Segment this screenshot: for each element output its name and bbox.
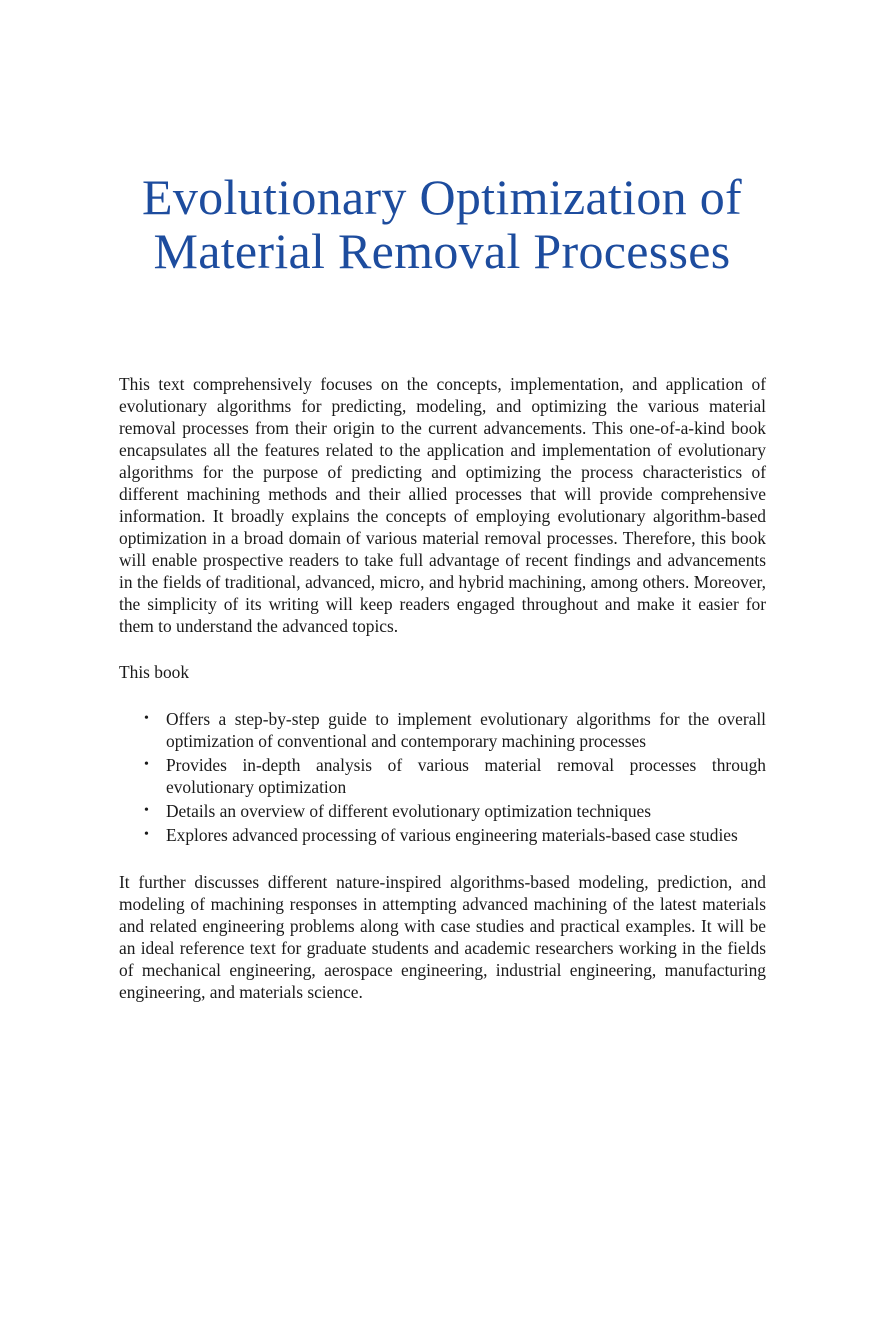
feature-list [119, 708, 766, 846]
feature-text: Provides in-depth analysis of various material removal processes through evolutionary optimization [166, 755, 766, 797]
feature-text: Offers a step-by-step guide to implement evolutionary algorithms for the overall optimization of conventional and contemporary machining processes [166, 709, 766, 751]
description-paragraph-2: It further discusses different nature-inspired algorithms-based modeling, prediction, and modeling of machining responses in attempting advanced machining of the latest materials and related engineering problems along with case studies and practical examples. It will be an ideal reference text for graduate students and academic researchers working in the fields of mechanical engineering, aerospace engineering, industrial engineering, manufacturing engineering, and materials science. [119, 872, 766, 1002]
bullet-icon: • [144, 711, 149, 726]
feature-text: Details an overview of different evolutionary optimization techniques [166, 801, 652, 821]
book-title-line-1: Evolutionary Optimization of [142, 169, 742, 225]
book-title-line-2: Material Removal Processes [153, 223, 731, 279]
book-title [0, 170, 884, 278]
feature-text: Explores advanced processing of various engineering materials-based case studies [166, 825, 738, 845]
feature-list-item [144, 708, 766, 752]
book-description [119, 373, 766, 1003]
bullet-icon: • [144, 757, 149, 772]
feature-list-item [144, 800, 766, 822]
feature-list-item [144, 754, 766, 798]
bullet-icon: • [144, 803, 149, 818]
bullet-intro-label: This book [119, 662, 190, 682]
description-paragraph-1: This text comprehensively focuses on the concepts, implementation, and application of evolutionary algorithms for predicting, modeling, and optimizing the various material removal processes from their origin to the current advancements. This one-of-a-kind book encapsulates all the features related to the application and implementation of evolutionary algorithms for the purpose of predicting and optimizing the process characteristics of different machining methods and their allied processes that will provide comprehensive information. It broadly explains the concepts of employing evolutionary algorithm-based optimization in a broad domain of various material removal processes. Therefore, this book will enable prospective readers to take full advantage of recent findings and advancements in the fields of traditional, advanced, micro, and hybrid machining, among others. Moreover, the simplicity of its writing will keep readers engaged throughout and make it easier for them to understand the advanced topics. [119, 374, 766, 636]
feature-list-item [144, 824, 766, 846]
bullet-icon: • [144, 827, 149, 842]
